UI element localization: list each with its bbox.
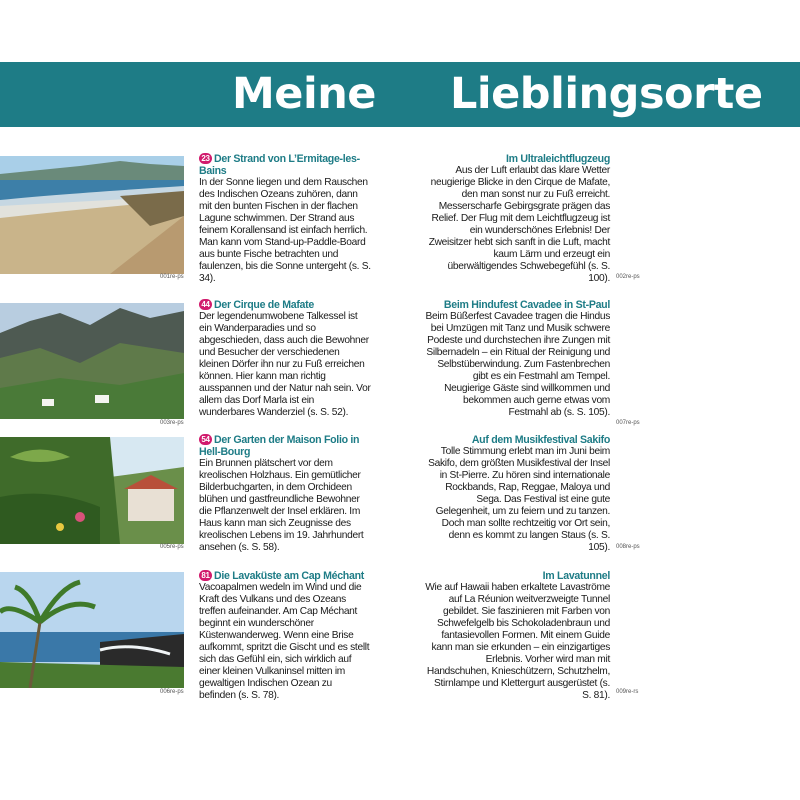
- photo-credit: 005re-ps: [160, 544, 184, 550]
- number-badge: 54: [199, 434, 212, 445]
- entry-title: Im Lavatunnel: [542, 570, 610, 582]
- garden-photo: [0, 437, 184, 544]
- entry-title: Im Ultraleichtflugzeug: [505, 153, 610, 165]
- entry-cirque-mafate: [0, 296, 400, 436]
- entry-ultraleichtflugzeug: [400, 153, 800, 293]
- title-word-meine: Meine: [232, 69, 376, 119]
- photo-credit: 008re-ps: [616, 544, 640, 550]
- entry-body: Tolle Stimmung erlebt man im Juni beim Sakifo, dem größten Musikfestival der Insel in St-Pierre. Zu hören sind internationale Rockbands, Rap, Reggae, Maloya und Sega. Das Festival ist eine gute Gelegenheit, um zu feiern und zu tanzen. Doch man sollte rechtzeitig vor Ort sein, denn es kommt zu langen Staus (s. S. 105).: [428, 446, 610, 554]
- entry-title: Beim Hindufest Cavadee in St-Paul: [443, 299, 610, 311]
- number-badge: 44: [199, 299, 212, 310]
- title-banner: [0, 62, 800, 127]
- entry-strand-ermitage: [0, 153, 400, 293]
- entry-body: Der legendenumwobene Talkessel ist ein Wanderparadies und so abgeschieden, dass auch die Bewohner und Besucher der verschiedenen kleinen Dörfer ihn nur zu Fuß erreichen können. Hier kann man richtig ausspannen und der Natur nah sein. Vor allem das Dorf Marla ist ein wunderbares Wanderziel (s. S. 52).: [199, 311, 371, 419]
- photo-credit: 001re-ps: [160, 274, 184, 280]
- entry-title: 23 Der Strand von L’Ermitage-les-Bains: [199, 153, 360, 177]
- photo-credit: 003re-ps: [160, 420, 184, 426]
- entry-lavatunnel: [400, 568, 800, 708]
- entry-maison-folio: [0, 432, 400, 572]
- entry-body: Aus der Luft erlaubt das klare Wetter neugierige Blicke in den Cirque de Mafate, den man sonst nur zu Fuß erreicht. Messerscharfe Gebirgsgrate prägen das Relief. Der Flug mit dem Leichtflugzeug ist ein wunderschönes Erlebnis! Der Zweisitzer hebt sich sanft in die Luft, macht kaum Lärm und erzeugt ein überwältigendes Schwebegefühl (s. S. 100).: [428, 165, 610, 285]
- photo-credit: 009re-rs: [616, 689, 639, 695]
- entry-title: 44 Der Cirque de Mafate: [199, 299, 371, 311]
- entry-cap-mechant: [0, 568, 400, 708]
- entry-title: 54 Der Garten der Maison Folio in Hell-Bourg: [199, 434, 360, 458]
- mountain-village-photo: [0, 303, 184, 419]
- photo-credit: 007re-ps: [616, 420, 640, 426]
- palm-coast-photo: [0, 572, 184, 688]
- title-word-lieblingsorte: Lieblingsorte: [450, 69, 763, 119]
- photo-credit: 006re-ps: [160, 689, 184, 695]
- entry-body: Vacoapalmen wedeln im Wind und die Kraft des Vulkans und des Ozeans treffen aufeinander. Am Cap Méchant beginnt ein wunderschöner Küstenwanderweg. Wenn eine Brise aufkommt, spritzt die Gischt und es stellt sich das Gefühl ein, sich wirklich auf einer kleinen Vulkaninsel mitten im gewaltigen Indischen Ozean zu befinden (s. S. 78).: [199, 582, 370, 702]
- number-badge: 23: [199, 153, 212, 164]
- entry-title: 81 Die Lavaküste am Cap Méchant: [199, 570, 371, 582]
- beach-photo: [0, 156, 184, 274]
- entry-body: Wie auf Hawaii haben erkaltete Lavaströme auf La Réunion weitverzweigte Tunnel gebildet. Sie faszinieren mit Farben von Schwefelgelb bis Schokoladenbraun und fantasievollen Formen. Mit einem Guide kann man sie erkunden – ein einzigartiges Erlebnis. Vorher wird man mit Handschuhen, Knieschützern, Schutzhelm, Stirnlampe und Klettergurt ausgerüstet (s. S. 81).: [425, 582, 610, 702]
- entry-body: Beim Büßerfest Cavadee tragen die Hindus bei Umzügen mit Tanz und Musik schwere Podeste und durchstechen ihre Zungen mit Silbernadeln – ein Ritual der Reinigung und Selbstüberwindung. Zum Fastenbrechen gibt es ein Festmahl am Tempel. Neugierige Gäste sind willkommen und bekommen auch gerne etwas vom Festmahl ab (s. S. 105).: [425, 311, 610, 419]
- photo-credit: 002re-ps: [616, 274, 640, 280]
- entry-title: Auf dem Musikfestival Sakifo: [471, 434, 610, 446]
- entry-hindufest: [400, 296, 800, 436]
- number-badge: 81: [199, 570, 212, 581]
- entry-body: Ein Brunnen plätschert vor dem kreolischen Holzhaus. Ein gemütlicher Bilderbuchgarten, in dem Orchideen blühen und gastfreundliche Bewohner die Pflanzenwelt der Insel erklären. Im Haus kann man sich Zeugnisse des kreolischen Lebens im 19. Jahrhundert ansehen (s. S. 58).: [199, 458, 364, 554]
- entry-sakifo: [400, 432, 800, 572]
- entry-body: In der Sonne liegen und dem Rauschen des Indischen Ozeans zuhören, dann mit den bunten Fischen in der flachen Lagune schwimmen. Der Strand aus feinem Korallensand ist einfach herrlich. Man kann vom Stand-up-Paddle-Board aus bunte Fische betrachten und faulenzen, bis die Sonne untergeht (s. S. 34).: [199, 177, 371, 285]
